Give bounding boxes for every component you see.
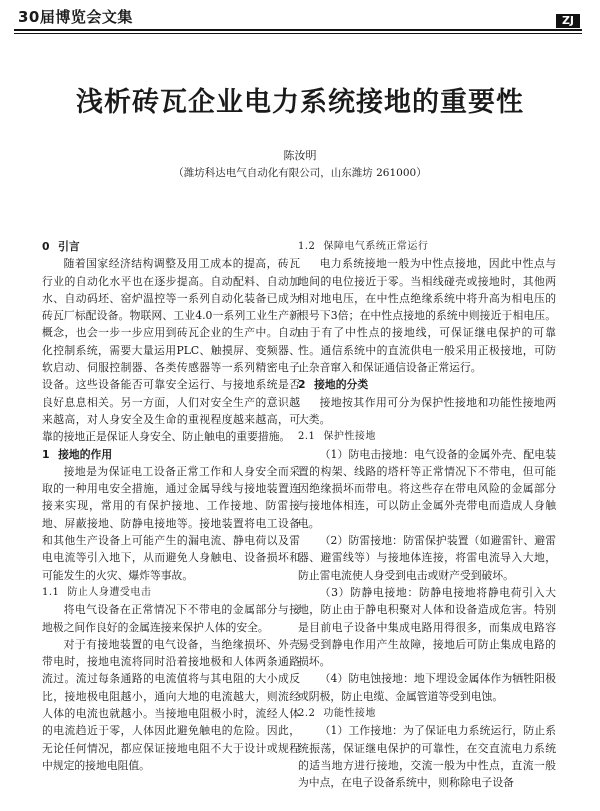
- paragraph: 将电气设备在正常情况下不带电的金属部分与接地极之间作良好的金属连接来保护人体的安全。: [42, 603, 300, 634]
- section-number: 1.1: [42, 586, 60, 598]
- paragraph: （2）防雷接地：防雷保护装置（如避雷针、避雷器、避雷线等）与接地体连接，将雷电流导入大地，防止雷电流使人身受到电击或财产受到破坏。: [298, 534, 556, 582]
- paragraph: 接地是为保证电工设备正常工作和人身安全而采取的一种用电安全措施，通过金属导线与接地装置连接来实现，常用的有保护接地、工作接地、防雷接地、屏蔽接地、防静电接地等。接地装置将电工设备和其他生产设备上可能产生的漏电流、静电荷以及雷电电流等引入地下，从而避免人身触电、设备损坏和可能发生的火灾、爆炸等事故。: [42, 464, 300, 582]
- section-title: 防止人身遭受电击: [67, 586, 152, 598]
- article-title: 浅析砖瓦企业电力系统接地的重要性: [76, 87, 524, 118]
- paragraph: （3）防静电接地：防静电接地将静电荷引入大地，防止由于静电积聚对人体和设备造成危害。特别是目前电子设备中集成电路用得很多，而集成电路容易受到静电作用产生故障，接地后可防止集成电路的损坏。: [298, 585, 556, 669]
- section-title: 功能性接地: [323, 708, 376, 720]
- section-title: 接地的作用: [58, 447, 113, 461]
- section-2-heading: [298, 376, 556, 393]
- journal-logo: ZJ: [556, 14, 580, 28]
- section-number: 2.2: [298, 708, 316, 720]
- section-title: 引言: [58, 240, 80, 253]
- section-title: 接地的分类: [314, 378, 369, 392]
- section-1-1-heading: [42, 584, 300, 601]
- article-author: 陈汝明: [283, 149, 317, 162]
- section-1-2-heading: [298, 238, 556, 255]
- section-0-heading: [42, 238, 300, 255]
- section-number: 2: [298, 378, 306, 392]
- section-number: 2.1: [298, 431, 316, 443]
- section-1-heading: [42, 446, 300, 463]
- section-title: 保障电气系统正常运行: [323, 241, 429, 252]
- section-number: 1: [42, 447, 50, 461]
- paragraph: 随着国家经济结构调整及用工成本的提高，砖瓦行业的自动化水平也在逐步提高。自动配料、自动加水、自动码坯、窑炉温控等一系列自动化装备已成为砖瓦厂标配设备。物联网、工业4.0一系列工业生产新概念，也会一步一步应用到砖瓦企业的生产中。自动化控制系统，需要大量运用PLC、触摸屏、变频器、软启动、伺服控制器、各类传感器等一系列精密电子设备。这些设备能否可靠安全运行、与接地系统是否良好息息相关。另一方面，人们对安全生产的意识越来越高，对人身安全及生命的重视程度越来越高，可靠的接地正是保证人身安全、防止触电的重要措施。: [42, 257, 300, 444]
- section-2-1-heading: [298, 428, 556, 445]
- paragraph: 电力系统接地一般为中性点接地，因此中性点与地间的电位接近于零。当相线碰壳或接地时，其他两相对地电压，在中性点绝缘系统中将升高为相电压的根号下3倍；在中性点接地的系统中则接近于相电压。由于有了中性点的接地线，可保证继电保护的可靠性。通信系统中的直流供电一般采用正极接地，可防止杂音窜入和保证通信设备正常运行。: [298, 257, 556, 375]
- section-number: 0: [42, 240, 50, 253]
- paragraph: 对于有接地装置的电气设备，当绝缘损坏、外壳带电时，接地电流将同时沿着接地极和人体两条通路流过。流过每条通路的电流值将与其电阻的大小成反比，接地极电阻越小，通向大地的电流越大，则流经人体的电流也就越小。当接地电阻极小时，流经人体的电流趋近于零，人体因此避免触电的危险。因此，无论任何情况，都应保证接地电阻不大于设计或规程中规定的接地电阻值。: [42, 637, 300, 772]
- paragraph: 接地按其作用可分为保护性接地和功能性接地两大类。: [298, 395, 556, 426]
- section-2-2-heading: [298, 705, 556, 722]
- running-head-title: 30届博览会文集: [18, 8, 133, 26]
- paragraph: （4）防电蚀接地：地下埋设金属体作为牺牲阳极或阴极，防止电缆、金属管道等受到电蚀。: [298, 672, 556, 703]
- header-rule: [14, 29, 582, 34]
- section-title: 保护性接地: [323, 431, 376, 443]
- paragraph: （1）工作接地：为了保证电力系统运行，防止系统振荡，保证继电保护的可靠性，在交直流电力系统的适当地方进行接地，交流一般为中性点，直流一般为中点，在电子设备系统中，则称除电子设备: [298, 724, 556, 790]
- left-column: [42, 238, 300, 774]
- article-affiliation: （潍坊科达电气自动化有限公司，山东潍坊 261000）: [173, 167, 427, 179]
- section-number: 1.2: [298, 241, 316, 252]
- paragraph: （1）防电击接地：电气设备的金属外壳、配电装置的构架、线路的塔杆等正常情况下不带电，但可能因绝缘损坏而带电。将这些存在带电风险的金属部分与接地体相连，可以防止金属外壳带电而造成人身触电。: [298, 447, 556, 530]
- right-column: [298, 238, 556, 792]
